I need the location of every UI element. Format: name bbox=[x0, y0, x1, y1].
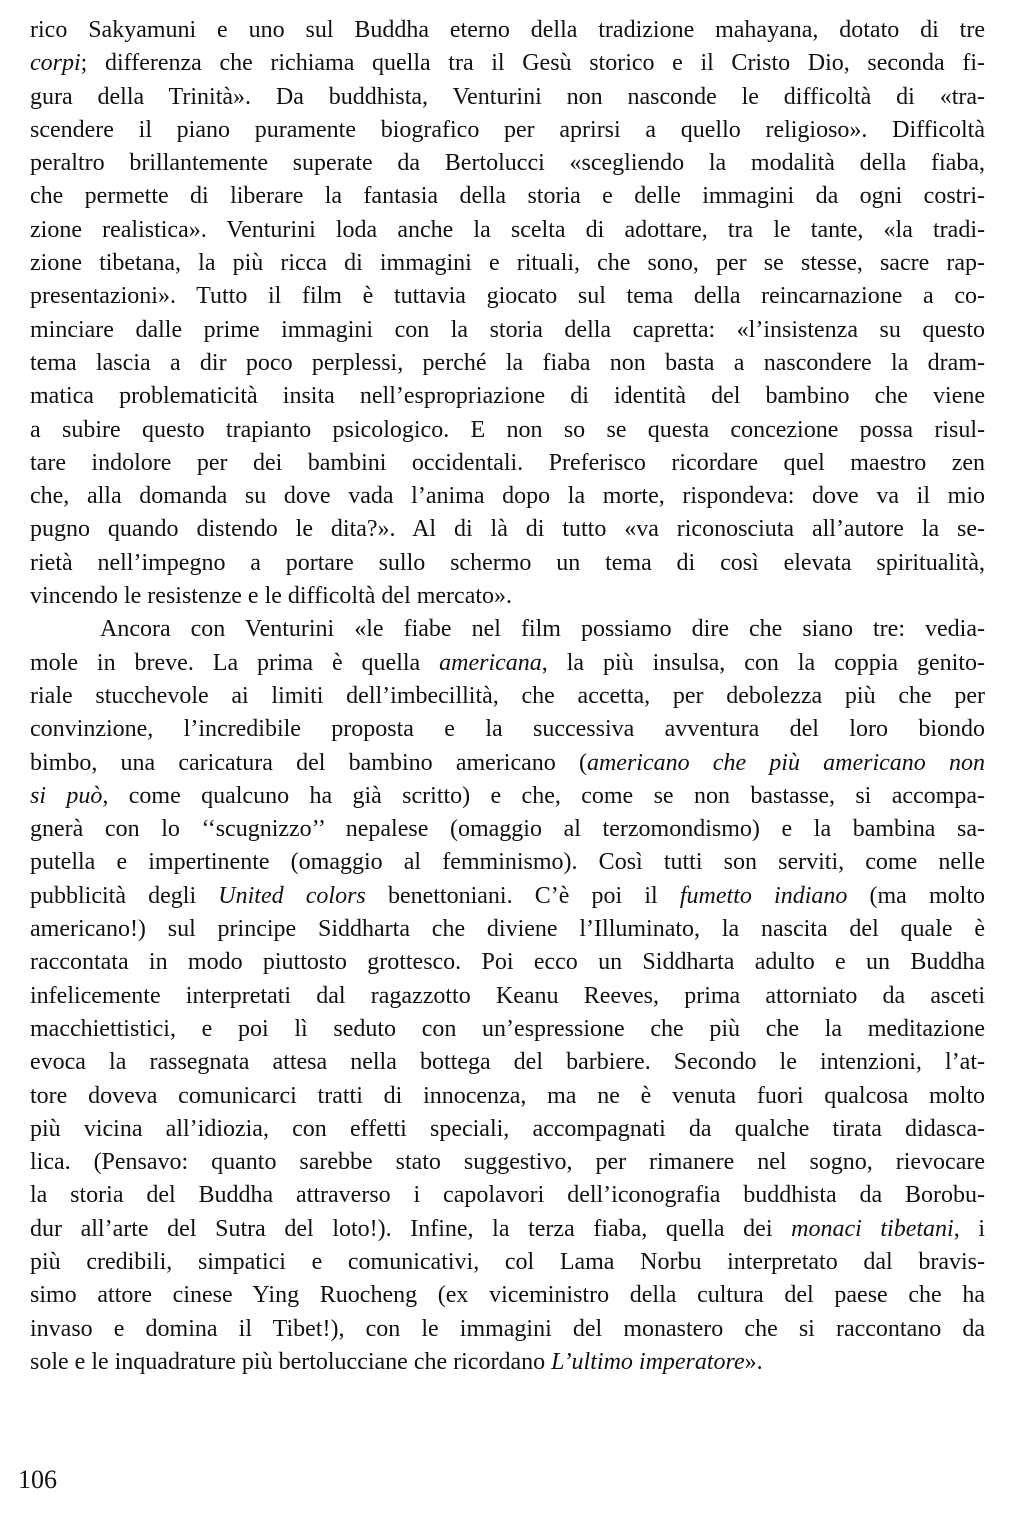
text-line: infelicemente interpretati dal ragazzotto Keanu Reeves, prima attorniato da asceti bbox=[30, 982, 985, 1009]
text-line: zione realistica». Venturini loda anche la scelta di adottare, tra le tante, «la tradi- bbox=[30, 216, 985, 243]
text-line: che, alla domanda su dove vada l’anima dopo la morte, rispondeva: dove va il mio bbox=[30, 483, 985, 510]
text-line: convinzione, l’incredibile proposta e la successiva avventura del loro biondo bbox=[30, 716, 985, 743]
text-line: presentazioni». Tutto il film è tuttavia giocato sul tema della reincarnazione a co- bbox=[30, 283, 985, 310]
text-line: matica problematicità insita nell’espropriazione di identità del bambino che viene bbox=[30, 383, 985, 410]
text-line: rico Sakyamuni e uno sul Buddha eterno della tradizione mahayana, dotato di tre bbox=[30, 17, 985, 43]
text-line: bimbo, una caricatura del bambino americano (americano che più americano non bbox=[30, 749, 985, 776]
paragraph-1 bbox=[30, 14, 985, 613]
text-line: a subire questo trapianto psicologico. E non so se questa concezione possa risul- bbox=[30, 416, 985, 443]
text-line: tema lascia a dir poco perplessi, perché la fiaba non basta a nascondere la dram- bbox=[30, 349, 985, 376]
body-text bbox=[30, 14, 985, 1379]
text-line: gura della Trinità». Da buddhista, Venturini non nasconde le difficoltà di «tra- bbox=[30, 83, 985, 110]
text-line: più credibili, simpatici e comunicativi, col Lama Norbu interpretato dal bravis- bbox=[30, 1248, 985, 1275]
text-line: pugno quando distendo le dita?». Al di là di tutto «va riconosciuta all’autore la se- bbox=[30, 516, 985, 543]
text-line: tare indolore per dei bambini occidentali. Preferisco ricordare quel maestro zen bbox=[30, 449, 985, 476]
text-line: simo attore cinese Ying Ruocheng (ex viceministro della cultura del paese che ha bbox=[30, 1282, 985, 1309]
italic-term: si può bbox=[30, 782, 103, 809]
text-line: lica. (Pensavo: quanto sarebbe stato suggestivo, per rimanere nel sogno, rievocare bbox=[30, 1149, 985, 1176]
text-line: riale stucchevole ai limiti dell’imbecillità, che accetta, per debolezza più che per bbox=[30, 682, 985, 709]
italic-term: americana bbox=[439, 649, 542, 676]
italic-term: United colors bbox=[218, 882, 366, 909]
text-line: corpi; differenza che richiama quella tra il Gesù storico e il Cristo Dio, seconda fi- bbox=[30, 50, 985, 77]
italic-term: corpi bbox=[30, 50, 81, 77]
text-line: pubblicità degli United colors benettoniani. C’è poi il fumetto indiano (ma molto bbox=[30, 882, 985, 909]
text-line: dur all’arte del Sutra del loto!). Infine, la terza fiaba, quella dei monaci tibetani, i bbox=[30, 1215, 985, 1242]
text-line: vincendo le resistenze e le difficoltà del mercato». bbox=[30, 583, 513, 610]
text-line: la storia del Buddha attraverso i capolavori dell’iconografia buddhista da Borobu- bbox=[30, 1182, 985, 1209]
text-line: zione tibetana, la più ricca di immagini e rituali, che sono, per se stesse, sacre rap- bbox=[30, 250, 985, 277]
text-line: rietà nell’impegno a portare sullo schermo un tema di così elevata spiritualità, bbox=[30, 549, 985, 576]
text-line: sole e le inquadrature più bertolucciane che ricordano L’ultimo imperatore». bbox=[30, 1348, 763, 1375]
text-line: peraltro brillantemente superate da Bertolucci «scegliendo la modalità della fiaba, bbox=[30, 150, 985, 177]
text-line: tore doveva comunicarci tratti di innocenza, ma ne è venuta fuori qualcosa molto bbox=[30, 1082, 985, 1109]
text-line: evoca la rassegnata attesa nella bottega del barbiere. Secondo le intenzioni, l’at- bbox=[30, 1049, 985, 1076]
text-line: si può, come qualcuno ha già scritto) e che, come se non bastasse, si accompa- bbox=[30, 782, 985, 809]
text-line: gnerà con lo ‘‘scugnizzo’’ nepalese (omaggio al terzomondismo) e la bambina sa- bbox=[30, 816, 985, 843]
italic-term: americano che più americano non bbox=[586, 749, 985, 776]
text-line: che permette di liberare la fantasia della storia e delle immagini da ogni costri- bbox=[30, 183, 985, 210]
italic-term: fumetto indiano bbox=[679, 882, 848, 909]
text-line: macchiettistici, e poi lì seduto con un’espressione che più che la meditazione bbox=[30, 1015, 985, 1042]
text-line: scendere il piano puramente biografico per aprirsi a quello religioso». Difficoltà bbox=[30, 116, 985, 143]
text-line: americano!) sul principe Siddharta che diviene l’Illuminato, la nascita del quale è bbox=[30, 916, 985, 943]
text-line: putella e impertinente (omaggio al femminismo). Così tutti son serviti, come nelle bbox=[30, 849, 985, 876]
text-line: più vicina all’idiozia, con effetti speciali, accompagnati da qualche tirata didasca- bbox=[30, 1115, 985, 1142]
paragraph-2 bbox=[30, 613, 985, 1379]
page-number: 106 bbox=[18, 1465, 57, 1494]
text-line: invaso e domina il Tibet!), con le immagini del monastero che si raccontano da bbox=[30, 1315, 985, 1342]
italic-term: L’ultimo imperatore bbox=[551, 1348, 745, 1375]
text-line: Ancora con Venturini «le fiabe nel film possiamo dire che siano tre: vedia- bbox=[100, 616, 985, 643]
text-line: mole in breve. La prima è quella americana, la più insulsa, con la coppia genito- bbox=[30, 649, 985, 676]
text-line: raccontata in modo piuttosto grottesco. Poi ecco un Siddharta adulto e un Buddha bbox=[30, 949, 985, 976]
text-line: minciare dalle prime immagini con la storia della capretta: «l’insistenza su questo bbox=[30, 316, 985, 343]
italic-term: monaci tibetani bbox=[791, 1215, 954, 1242]
